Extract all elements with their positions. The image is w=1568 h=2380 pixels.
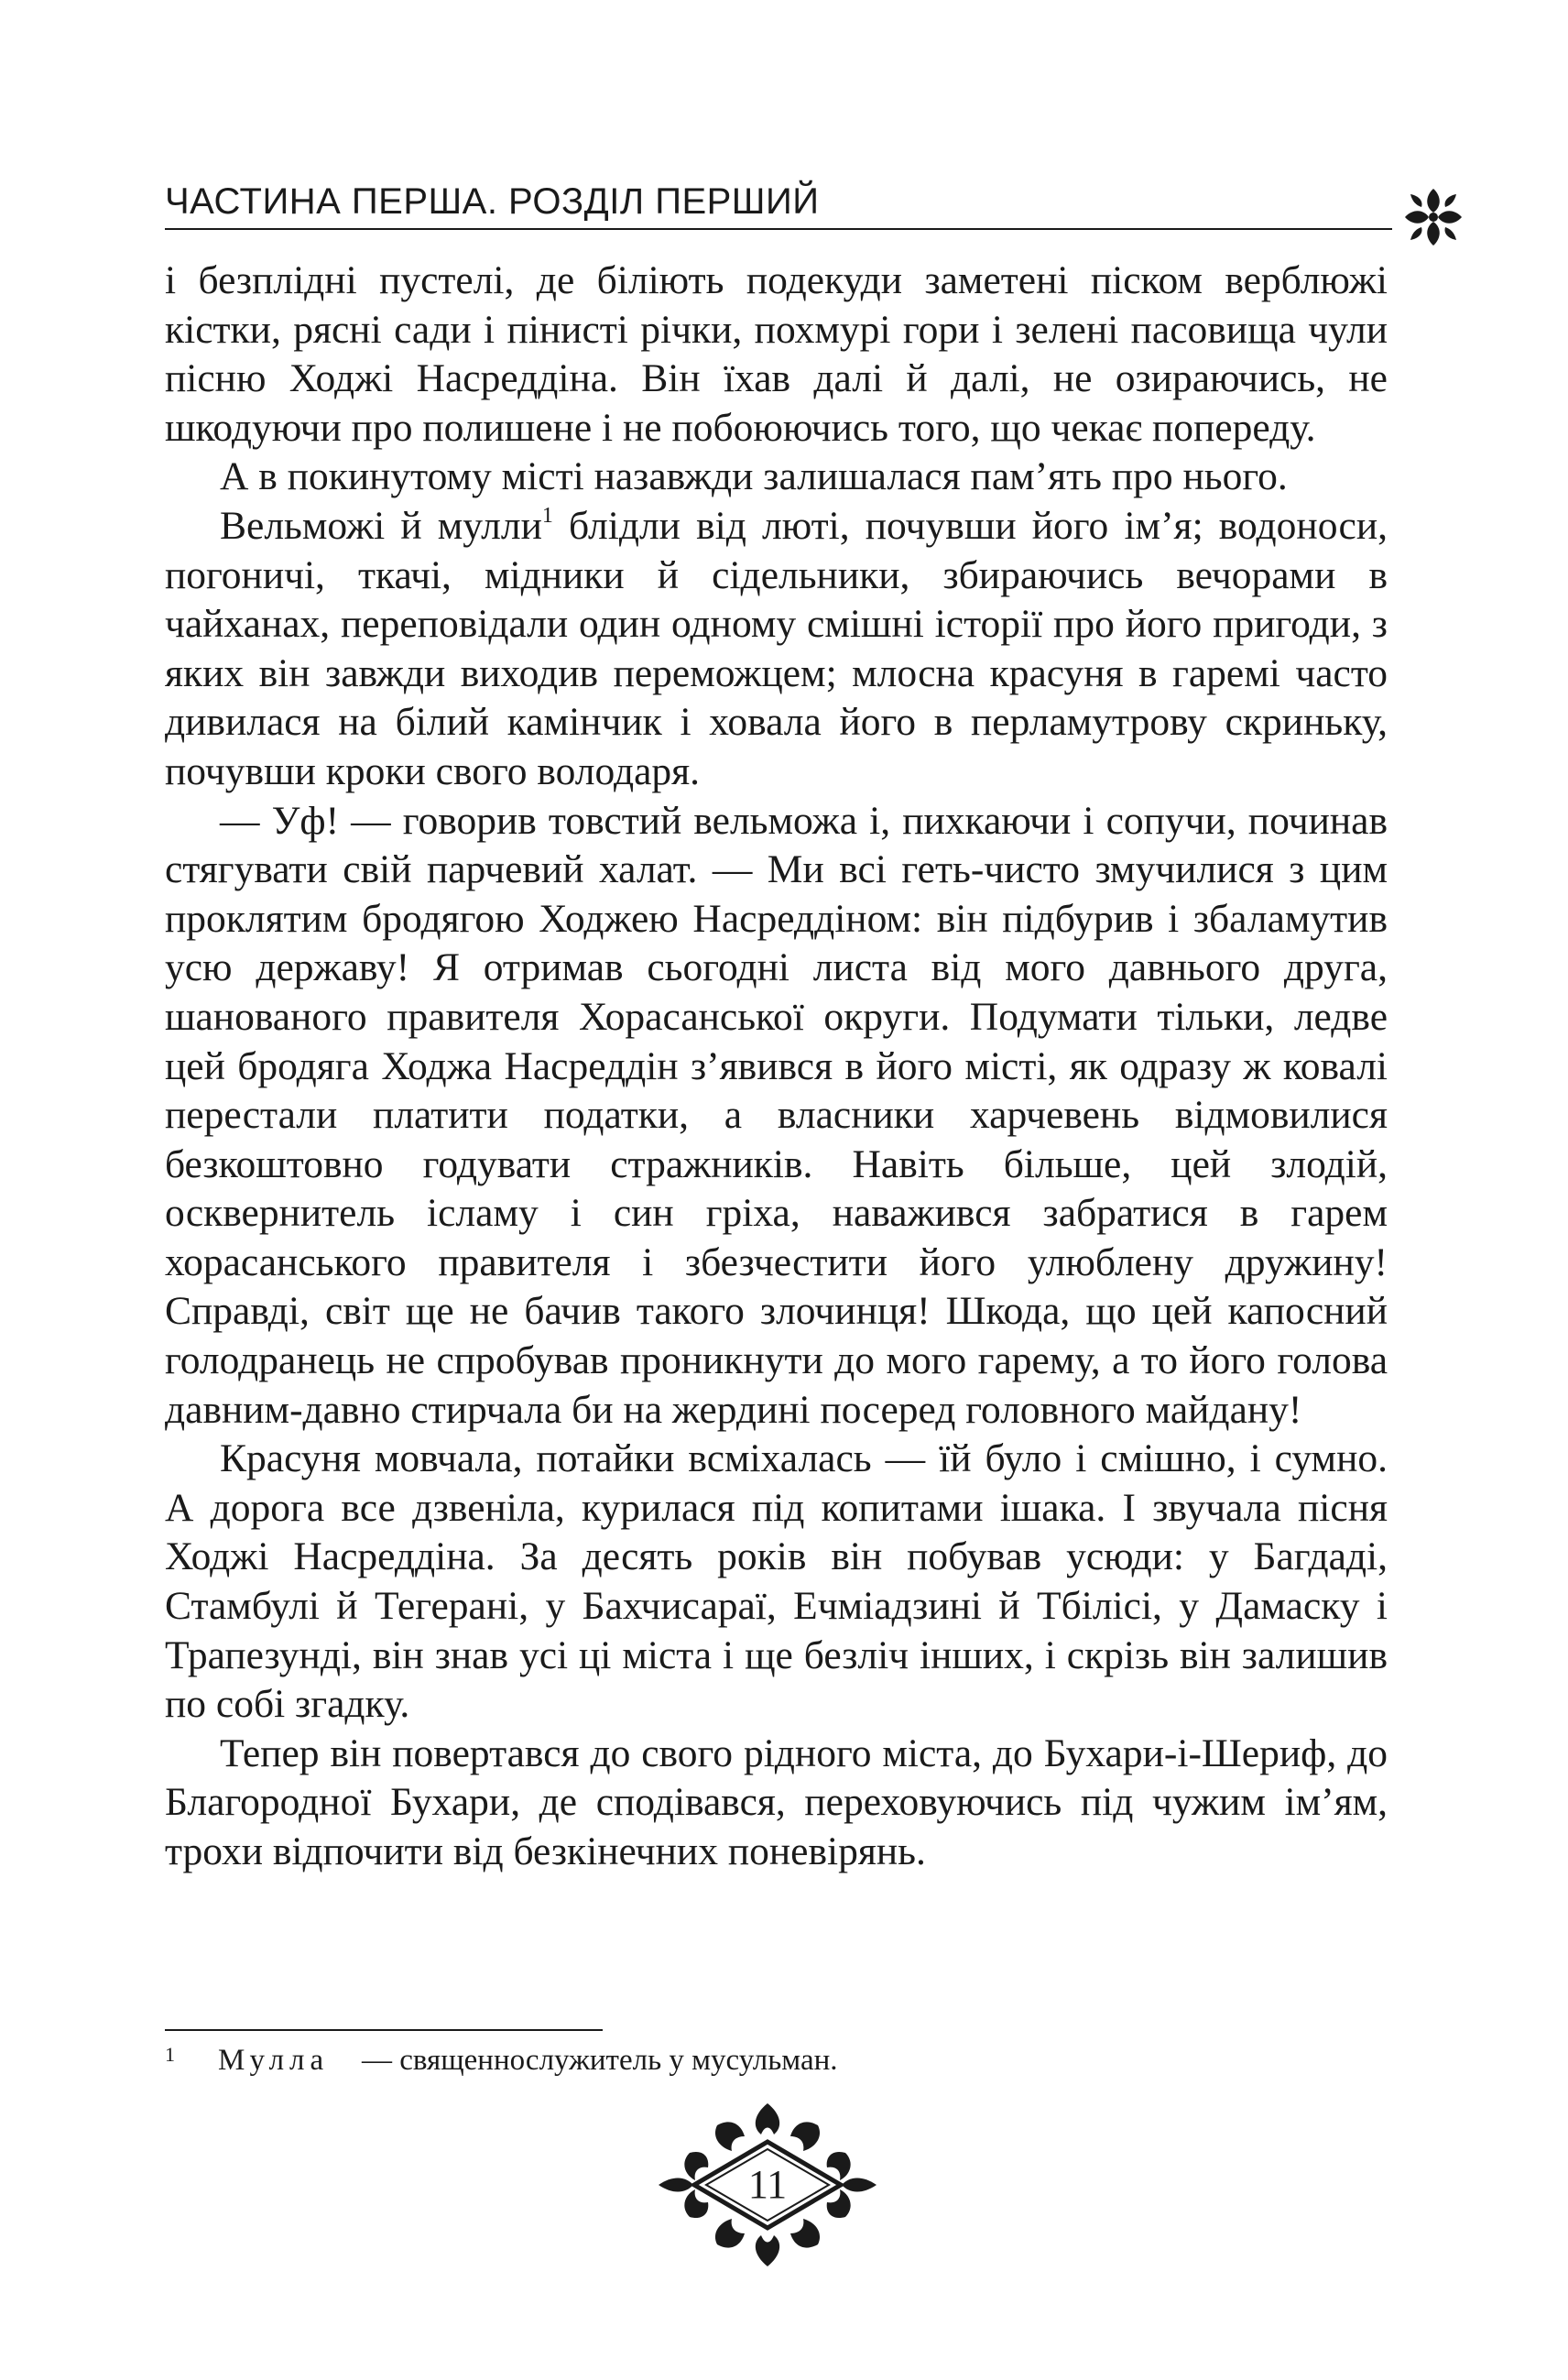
paragraph-lead: Вельможі й мулли — [220, 503, 542, 548]
paragraph: А в покинутому місті назавжди залишалася пам’ять про нього. — [220, 454, 1288, 499]
page-number: 11 — [747, 2162, 788, 2207]
paragraph: — Уф! — говорив товстий вельможа і, пихкаючи і сопучи, починав стягувати свій парчевий халат. — Ми всі геть-чисто змучилися з цим проклятим бродягою Ходжею Насреддіном: він підбурив і збаламутив усю державу! Я отримав сьогодні листа від мого давнього друга, шанованого правителя Хорасанської округи. Подумати тільки, ледве цей бродяга Ходжа Насреддін з’явився в його місті, як одразу ж ковалі перестали платити податки, а власники харчевень відмовилися безкоштовно годувати стражників. Навіть більше, цей злодій, осквернитель ісламу і син гріха, наважився забратися в гарем хорасанського правителя і збезчестити його улюблену дружину! Справді, світ ще не бачив такого злочинця! Шкода, що цей капосний голодранець не спробував проникнути до мого гарему, а то його голова давним-давно стирчала би на жердині посеред головного майдану! — [165, 798, 1388, 1432]
footnote-definition: — священнослужитель у мусульман. — [362, 2044, 838, 2077]
paragraph-rest: блідли від люті, почувши його ім’я; водоноси, погоничі, ткачі, мідники й сідельники, збираючись вечорами в чайханах, переповідали один одному смішні історії про його пригоди, з яких він завжди виходив переможцем; млосна красуня в гаремі часто дивилася на білий камінчик і ховала його в перламутрову скриньку, почувши кроки свого володаря. — [165, 503, 1388, 793]
footnote-number: 1 — [165, 2043, 175, 2066]
body-text — [165, 257, 1388, 1877]
paragraph — [165, 502, 1388, 797]
footnote-ref: 1 — [541, 504, 553, 529]
running-title: ЧАСТИНА ПЕРША. РОЗДІЛ ПЕРШИЙ — [165, 181, 820, 222]
paragraph: Тепер він повертався до свого рідного міста, до Бухари-і-Шериф, до Благородної Бухари, де сподівався, переховуючись під чужим ім’ям, трохи відпочити від безкінечних поневірянь. — [165, 1730, 1388, 1873]
header-rule — [165, 228, 1392, 230]
paragraph: Красуня мовчала, потайки всміхалась — їй було і смішно, і сумно. А дорога все дзвеніла, курилася під копитами ішака. І звучала пісня Ходжі Насреддіна. За десять років він побував усюди: у Багдаді, Стамбулі й Тегерані, у Бахчисараї, Ечміадзині й Тбілісі, у Дамаску і Трапезунді, він знав усі ці міста і ще безліч інших, і скрізь він залишив по собі згадку. — [165, 1436, 1388, 1727]
paragraph: і безплідні пустелі, де біліють подекуди заметені піском верблюжі кістки, рясні сади і пінисті річки, похмурі гори і зелені пасовища чули пісню Ходжі Насреддіна. Він їхав далі й далі, не озираючись, не шкодуючи про полишене і не побоюючись того, що чекає попереду. — [165, 258, 1388, 450]
footnote-term: Мулла — [218, 2044, 330, 2077]
ornament-icon — [1401, 185, 1465, 249]
running-head — [165, 174, 1465, 247]
footnote-rule — [165, 2029, 603, 2031]
